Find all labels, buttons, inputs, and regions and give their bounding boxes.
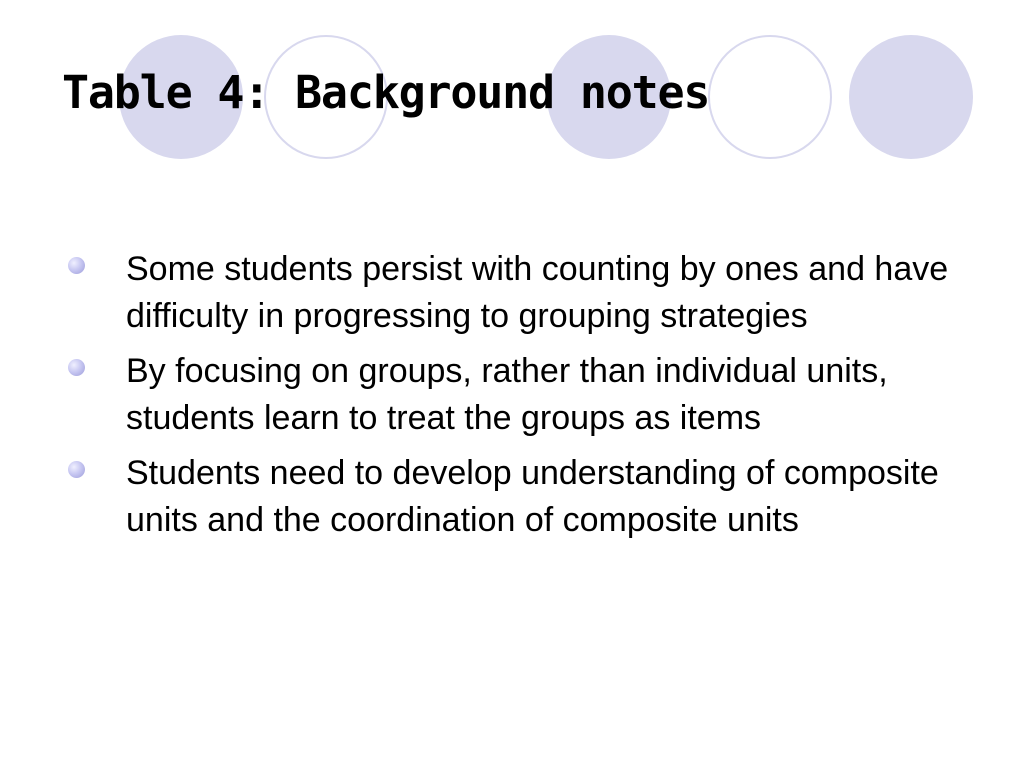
bullet-list xyxy=(0,246,1024,552)
bullet-text: Students need to develop understanding of composite units and the coordination of composite units xyxy=(126,454,939,539)
slide-title: Table 4: Background notes xyxy=(62,66,710,119)
bullet-text: By focusing on groups, rather than individual units, students learn to treat the groups as items xyxy=(126,352,888,437)
bullet-dot-icon xyxy=(68,359,85,376)
decorative-circle-filled xyxy=(849,35,973,159)
decorative-circle-outline xyxy=(708,35,832,159)
bullet-text: Some students persist with counting by ones and have difficulty in progressing to grouping strategies xyxy=(126,250,949,335)
bullet-dot-icon xyxy=(68,461,85,478)
bullet-dot-icon xyxy=(68,257,85,274)
bullet-item xyxy=(0,246,1024,340)
bullet-item xyxy=(0,450,1024,544)
bullet-item xyxy=(0,348,1024,442)
